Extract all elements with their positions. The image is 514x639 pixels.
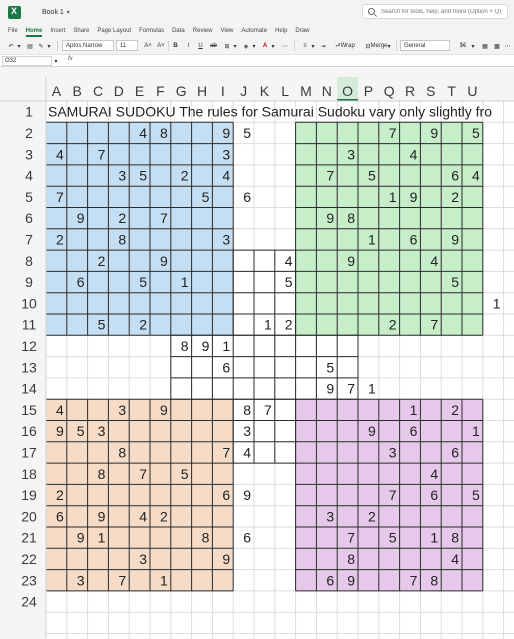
row-header[interactable]: 5 [25, 188, 33, 205]
cell-value[interactable]: 5 [139, 167, 147, 184]
currency-button[interactable]: $€ [459, 43, 467, 49]
more-font-options-icon[interactable]: ⋯ [282, 43, 288, 50]
cell-value[interactable]: 5 [388, 529, 397, 546]
cell-value[interactable]: 4 [409, 146, 418, 163]
cell-value[interactable]: 6 [430, 487, 439, 504]
row-header[interactable]: 18 [21, 465, 37, 482]
cell-value[interactable]: 4 [243, 444, 251, 461]
cell-value[interactable]: 4 [139, 124, 147, 141]
cell-value[interactable]: 7 [326, 167, 335, 184]
name-box-dropdown-icon[interactable]: ▾ [54, 58, 58, 65]
cell-value[interactable]: 5 [326, 359, 335, 376]
row-header[interactable]: 14 [21, 380, 37, 397]
cell-value[interactable]: 6 [451, 167, 459, 184]
wrap-text-label: Wrap [340, 43, 355, 49]
cell-value[interactable]: 9 [222, 124, 231, 141]
spreadsheet-grid[interactable] [0, 67, 514, 639]
merge-label: Merge [370, 43, 388, 49]
row-header[interactable]: 17 [21, 444, 37, 461]
toolbar-divider [396, 41, 397, 51]
cell-value[interactable]: 1 [160, 572, 168, 589]
cell-value[interactable]: 5 [451, 274, 459, 291]
indent-icon[interactable]: ⇥ [320, 43, 326, 50]
cell-value[interactable]: 2 [56, 231, 64, 248]
cell-value[interactable]: 8 [180, 337, 189, 354]
search-input[interactable] [362, 4, 508, 19]
row-header[interactable]: 22 [21, 550, 37, 567]
strikethrough-button[interactable]: ab [210, 43, 217, 49]
clipboard-icon[interactable]: ▤ [27, 43, 33, 50]
cell-value[interactable]: 8 [201, 529, 210, 546]
clipboard-dropdown-icon[interactable]: ▾ [47, 43, 51, 50]
formula-input[interactable] [80, 56, 510, 66]
tab-formulas[interactable]: Formulas [139, 27, 165, 34]
column-header-o[interactable]: O [342, 83, 354, 99]
grow-font-button[interactable]: A˄ [144, 43, 152, 49]
cell-value[interactable]: 7 [409, 572, 418, 589]
cell-value[interactable]: 5 [243, 124, 251, 141]
row-header[interactable]: 15 [21, 401, 37, 418]
row-header[interactable]: 21 [21, 529, 37, 546]
column-header-u[interactable]: U [467, 83, 478, 99]
ribbon-tabs [0, 24, 514, 37]
cell-value[interactable]: 3 [326, 508, 335, 525]
cell-value[interactable]: 5 [180, 465, 189, 482]
cell-value[interactable]: 7 [264, 401, 272, 418]
cell-value[interactable]: 8 [430, 572, 439, 589]
cell-value[interactable]: 2 [451, 188, 459, 205]
cell-value[interactable]: 7 [347, 529, 355, 546]
conditional-format-icon[interactable]: ▦ [482, 43, 488, 50]
toolbar-divider [57, 41, 58, 51]
cell-value[interactable]: 7 [347, 380, 355, 397]
cell-value[interactable]: 7 [97, 146, 106, 163]
document-title[interactable]: Book 1 [42, 8, 64, 16]
undo-dropdown-icon[interactable]: ▾ [17, 43, 21, 50]
cell-value[interactable]: 1 [409, 401, 418, 418]
font-size-value: 11 [120, 42, 127, 49]
column-header-p[interactable]: P [363, 83, 374, 99]
cell-value[interactable]: 2 [56, 487, 64, 504]
cell-value[interactable]: 7 [139, 465, 147, 482]
cell-value[interactable]: 7 [222, 444, 231, 461]
row-header[interactable]: 3 [25, 146, 33, 163]
bold-button[interactable]: B [173, 43, 178, 49]
row-header[interactable]: 10 [21, 295, 37, 312]
cell-value[interactable]: 3 [139, 550, 147, 567]
cell-value[interactable]: 9 [326, 210, 335, 227]
cell-value[interactable]: 6 [326, 572, 335, 589]
row-header[interactable]: 11 [21, 316, 37, 333]
cell-value[interactable]: 8 [160, 124, 168, 141]
column-header-t[interactable]: T [447, 83, 456, 99]
cell-value[interactable]: 5 [472, 487, 480, 504]
cell-value[interactable]: 9 [201, 337, 210, 354]
cell-value[interactable]: 9 [160, 401, 168, 418]
more-options-icon[interactable]: ⋯ [504, 43, 511, 50]
column-header-a[interactable]: A [51, 83, 62, 99]
row-header[interactable]: 9 [25, 274, 33, 291]
cell-value[interactable]: 3 [347, 146, 355, 163]
cell-value[interactable]: 4 [430, 465, 439, 482]
cell-value[interactable]: 1 [222, 337, 231, 354]
fill-dropdown-icon[interactable]: ▾ [252, 43, 256, 50]
cell-value[interactable]: 8 [97, 465, 106, 482]
cell-value[interactable]: 9 [222, 550, 231, 567]
cell-value[interactable]: 9 [326, 380, 335, 397]
cell-value[interactable]: 5 [368, 167, 376, 184]
sheet-canvas[interactable] [0, 67, 514, 639]
cell-value[interactable]: 8 [118, 444, 127, 461]
cell-value[interactable]: 8 [243, 401, 251, 418]
cell-value[interactable]: 2 [451, 401, 459, 418]
cell-value[interactable]: 3 [118, 167, 127, 184]
cell-value[interactable]: 4 [451, 550, 459, 567]
cell-value[interactable]: 6 [56, 508, 64, 525]
cell-value[interactable]: 2 [368, 508, 376, 525]
row-header[interactable]: 23 [21, 572, 37, 589]
cell-value[interactable]: 1 [492, 295, 501, 312]
row-header[interactable]: 6 [25, 210, 33, 227]
align-dropdown-icon[interactable]: ▾ [311, 43, 315, 50]
cell-value[interactable]: 2 [388, 316, 397, 333]
cell-value[interactable]: 4 [139, 508, 147, 525]
cell-value[interactable]: 7 [388, 487, 397, 504]
cell-value[interactable]: 7 [56, 188, 64, 205]
cell-value[interactable]: 9 [347, 572, 355, 589]
cell-value[interactable]: 9 [76, 210, 85, 227]
cell-value[interactable]: 9 [76, 529, 85, 546]
align-icon[interactable]: ≡ [303, 43, 307, 49]
fx-icon[interactable]: fx [68, 56, 73, 62]
column-header-r[interactable]: R [404, 83, 416, 99]
cell-value[interactable]: 9 [347, 252, 355, 269]
shrink-font-button[interactable]: A˅ [157, 43, 165, 49]
tab-help[interactable]: Help [275, 27, 288, 34]
column-header-q[interactable]: Q [383, 83, 395, 99]
cell-value[interactable]: 2 [97, 252, 106, 269]
cell-value[interactable]: 5 [472, 124, 480, 141]
cell-value[interactable]: 3 [118, 401, 127, 418]
currency-dropdown-icon[interactable]: ▾ [471, 43, 475, 50]
cell-value[interactable]: 8 [347, 550, 355, 567]
cell-value[interactable]: 4 [430, 252, 439, 269]
cell-value[interactable]: 4 [222, 167, 231, 184]
column-header-i[interactable]: I [220, 83, 225, 99]
row-header[interactable]: 7 [25, 231, 33, 248]
ribbon-toolbar [0, 37, 514, 55]
cell-value[interactable]: 3 [222, 231, 231, 248]
column-header-m[interactable]: M [300, 83, 312, 99]
row-header[interactable]: 1 [25, 103, 33, 120]
column-header-j[interactable]: J [240, 83, 248, 99]
cell-value[interactable]: 2 [139, 316, 147, 333]
cell-value[interactable]: 1 [472, 423, 480, 440]
tab-home[interactable]: Home [25, 27, 43, 34]
cell-value[interactable]: 5 [139, 274, 147, 291]
sheet-title-text: SAMURAI SUDOKU The rules for Samurai Sudoku vary only slightly fro [48, 103, 493, 120]
cell-value[interactable]: 2 [284, 316, 293, 333]
cell-value[interactable]: 7 [430, 316, 439, 333]
cell-value[interactable]: 8 [118, 231, 127, 248]
cell-value[interactable]: 3 [243, 423, 251, 440]
wrap-text-button[interactable]: ⮐ Wrap [335, 43, 355, 49]
row-header[interactable]: 24 [21, 593, 37, 610]
title-bar [0, 0, 514, 24]
cell-value[interactable]: 9 [430, 124, 439, 141]
column-header-e[interactable]: E [134, 83, 145, 99]
column-header-f[interactable]: F [156, 83, 165, 99]
undo-icon[interactable]: ↶ [8, 43, 14, 50]
underline-button[interactable]: U [198, 43, 203, 49]
cell-value[interactable]: 2 [160, 508, 168, 525]
cell-value[interactable]: 9 [56, 423, 64, 440]
row-header[interactable]: 13 [21, 359, 37, 376]
name-box[interactable]: O32 [2, 56, 52, 66]
row-header[interactable]: 16 [21, 423, 37, 440]
number-format-select[interactable] [400, 40, 450, 51]
cell-value[interactable]: 9 [160, 252, 168, 269]
cell-value[interactable]: 9 [97, 508, 106, 525]
cell-value[interactable]: 1 [97, 529, 106, 546]
chevron-down-icon[interactable]: ▾ [66, 9, 70, 16]
cell-value[interactable]: 6 [222, 359, 231, 376]
tab-automate[interactable]: Automate [241, 27, 268, 34]
fill-color-icon[interactable]: ◈ [243, 43, 249, 50]
cell-value[interactable]: 9 [243, 487, 251, 504]
font-name-select[interactable] [62, 40, 114, 51]
cell-value[interactable]: 6 [76, 274, 85, 291]
font-size-select[interactable] [116, 40, 138, 51]
row-header[interactable]: 19 [21, 487, 37, 504]
cell-value[interactable]: 1 [430, 529, 439, 546]
cell-value[interactable]: 6 [243, 529, 251, 546]
font-color-icon[interactable]: A [262, 43, 268, 49]
cell-value[interactable]: 5 [201, 188, 210, 205]
tab-insert[interactable]: Insert [50, 27, 66, 34]
search-placeholder: Search for tools, help, and more (Option + Q) [381, 8, 502, 15]
tab-review[interactable]: Review [192, 27, 213, 34]
cell-value[interactable]: 6 [451, 444, 459, 461]
number-format-value: General [404, 42, 426, 49]
cell-value[interactable]: 1 [264, 316, 272, 333]
tab-file[interactable]: File [8, 27, 18, 34]
column-header-d[interactable]: D [113, 83, 124, 99]
font-name-value: Aptos Narrow [66, 42, 103, 49]
cell-value[interactable]: 7 [118, 572, 127, 589]
tab-data[interactable]: Data [172, 27, 185, 34]
font-color-dropdown-icon[interactable]: ▾ [271, 43, 275, 50]
cell-value[interactable]: 6 [222, 487, 231, 504]
formula-bar [0, 55, 514, 67]
cell-value[interactable]: 9 [409, 188, 418, 205]
column-header-k[interactable]: K [259, 83, 270, 99]
tab-view[interactable]: View [220, 27, 234, 34]
toolbar-divider [168, 41, 169, 51]
cell-value[interactable]: 5 [97, 316, 106, 333]
search-icon [368, 8, 375, 15]
cell-value[interactable]: 5 [284, 274, 293, 291]
cell-value[interactable]: 7 [388, 124, 397, 141]
toolbar-divider [294, 41, 295, 51]
cell-value[interactable]: 4 [56, 146, 64, 163]
cell-value[interactable]: 9 [451, 231, 459, 248]
cell-value[interactable]: 1 [368, 231, 376, 248]
cell-value[interactable]: 6 [409, 231, 418, 248]
tab-share[interactable]: Share [73, 27, 90, 34]
cell-value[interactable]: 6 [243, 188, 251, 205]
row-header[interactable]: 4 [25, 167, 33, 184]
italic-button[interactable]: I [187, 43, 190, 49]
row-header[interactable]: 2 [25, 124, 33, 141]
cell-value[interactable]: 2 [180, 167, 189, 184]
merge-button[interactable]: ⊟ Merge ▾ [365, 43, 391, 50]
column-header-b[interactable]: B [72, 83, 82, 99]
row-header[interactable]: 20 [21, 508, 37, 525]
column-header-h[interactable]: H [196, 83, 208, 99]
cell-value[interactable]: 8 [451, 529, 459, 546]
format-painter-icon[interactable]: ✎ [38, 43, 44, 50]
cell-value[interactable]: 4 [56, 401, 64, 418]
excel-app-icon [8, 6, 21, 19]
row-header[interactable]: 12 [21, 337, 37, 354]
tab-page-layout[interactable]: Page Layout [97, 27, 132, 34]
column-header-n[interactable]: N [321, 83, 332, 99]
cell-value[interactable]: 5 [76, 423, 85, 440]
cell-value[interactable]: 3 [222, 146, 231, 163]
cell-value[interactable]: 1 [368, 380, 376, 397]
cell-value[interactable]: 7 [160, 210, 168, 227]
cell-value[interactable]: 1 [388, 188, 397, 205]
cell-value[interactable]: 8 [347, 210, 355, 227]
cell-value[interactable]: 4 [284, 252, 293, 269]
row-header[interactable]: 8 [25, 252, 33, 269]
column-header-s[interactable]: S [426, 83, 436, 99]
cell-value[interactable]: 3 [76, 572, 85, 589]
column-header-c[interactable]: C [92, 83, 104, 99]
cell-value[interactable]: 1 [180, 274, 189, 291]
tab-draw[interactable]: Draw [295, 27, 310, 34]
cell-value[interactable]: 3 [388, 444, 397, 461]
cell-value[interactable]: 4 [472, 167, 480, 184]
cell-value[interactable]: 2 [118, 210, 127, 227]
column-header-l[interactable]: L [281, 83, 290, 99]
cell-value[interactable]: 6 [409, 423, 418, 440]
borders-icon[interactable]: ⊞ [224, 43, 230, 50]
cell-value[interactable]: 9 [368, 423, 376, 440]
cell-value[interactable]: 3 [97, 423, 106, 440]
cell-styles-icon[interactable]: ▩ [494, 43, 500, 50]
column-header-g[interactable]: G [175, 83, 187, 99]
borders-dropdown-icon[interactable]: ▾ [233, 43, 237, 50]
